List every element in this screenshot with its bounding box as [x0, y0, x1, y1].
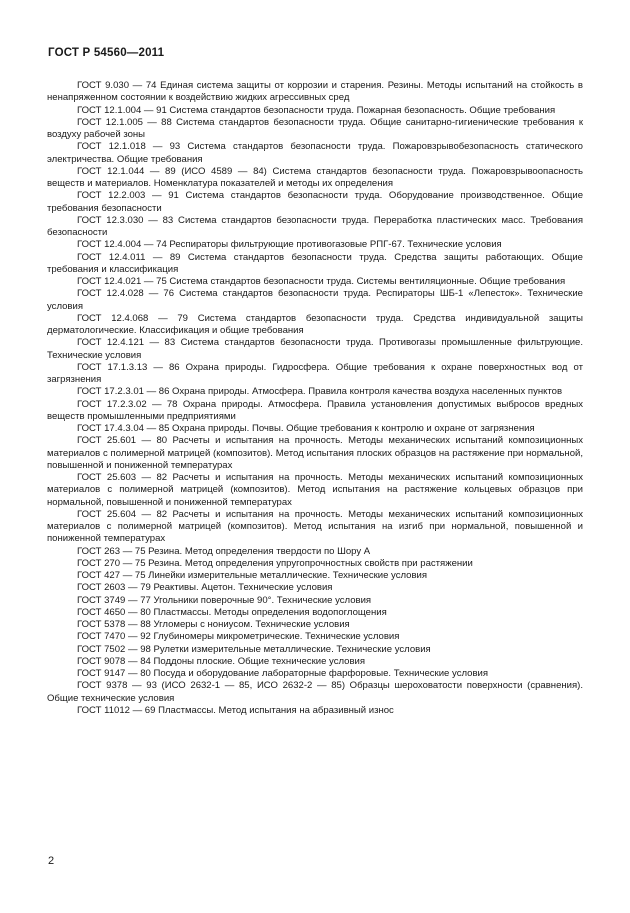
reference-item: ГОСТ 2603 — 79 Реактивы. Ацетон. Технические условия: [77, 582, 333, 594]
reference-item: ГОСТ 17.2.3.01 — 86 Охрана природы. Атмосфера. Правила контроля качества воздуха населенных пунктов: [77, 386, 563, 398]
reference-item: ГОСТ 9147 — 80 Посуда и оборудование лабораторные фарфоровые. Технические условия: [77, 668, 489, 679]
page-number: 2: [48, 855, 55, 867]
reference-item: ГОСТ 3749 — 77 Угольники поверочные 90°. Технические условия: [77, 594, 372, 606]
reference-item: ГОСТ 12.4.004 — 74 Респираторы фильтрующие противогазовые РПГ-67. Технические условия: [77, 239, 502, 251]
reference-item: ГОСТ 12.4.021 — 75 Система стандартов безопасности труда. Системы вентиляционные. Общие требования: [77, 276, 566, 287]
reference-item: ГОСТ 7502 — 98 Рулетки измерительные металлические. Технические условия: [77, 643, 431, 655]
reference-item: ГОСТ 17.4.3.04 — 85 Охрана природы. Почвы. Общие требования к контролю и охране от загрязнения: [77, 423, 535, 434]
reference-item: ГОСТ 12.4.121 — 83 Система стандартов безопасности труда. Противогазы промышленные фильтрующие. Технические условия: [47, 337, 583, 361]
reference-item: ГОСТ 12.1.018 — 93 Система стандартов безопасности труда. Пожаровзрывобезопасность статического электричества. Общие требования: [47, 141, 583, 165]
reference-item: ГОСТ 263 — 75 Резина. Метод определения твердости по Шору А: [77, 545, 371, 557]
reference-item: ГОСТ 25.601 — 80 Расчеты и испытания на прочность. Методы механических испытаний композиционных материалов с полимерной матрицей (композитов). Метод испытания плоских образцов на растяжение при нормальной, повышенной и пониженной температурах: [47, 435, 583, 471]
references-list: [47, 80, 583, 717]
reference-item: ГОСТ 12.1.005 — 88 Система стандартов безопасности труда. Общие санитарно-гигиенические требования к воздуху рабочей зоны: [47, 116, 583, 140]
reference-item: ГОСТ 25.603 — 82 Расчеты и испытания на прочность. Методы механических испытаний композиционных материалов с полимерной матрицей (композитов). Метод испытания на растяжение кольцевых образцов при нормальной, повышенной и пониженной температурах: [47, 472, 583, 508]
reference-item: ГОСТ 4650 — 80 Пластмассы. Методы определения водопоглощения: [77, 606, 387, 618]
reference-item: ГОСТ 9.030 — 74 Единая система защиты от коррозии и старения. Резины. Методы испытаний на стойкость в ненапряженном состоянии к воздействию жидких агрессивных сред: [47, 80, 583, 104]
reference-item: ГОСТ 9078 — 84 Поддоны плоские. Общие технические условия: [77, 655, 366, 667]
reference-item: ГОСТ 12.4.068 — 79 Система стандартов безопасности труда. Средства индивидуальной защиты дерматологические. Классификация и общие требования: [47, 312, 583, 336]
reference-item: ГОСТ 25.604 — 82 Расчеты и испытания на прочность. Методы механических испытаний композиционных материалов с полимерной матрицей (композитов). Метод испытания на изгиб при нормальной, повышенной и пониженной температурах: [47, 508, 583, 545]
reference-item: ГОСТ 17.1.3.13 — 86 Охрана природы. Гидросфера. Общие требования к охране поверхностных вод от загрязнения: [47, 361, 583, 385]
reference-item: ГОСТ 12.2.003 — 91 Система стандартов безопасности труда. Оборудование производственное. Общие требования безопасности: [47, 190, 583, 214]
reference-item: ГОСТ 12.4.011 — 89 Система стандартов безопасности труда. Средства защиты работающих. Общие требования и классификация: [47, 251, 583, 275]
reference-item: ГОСТ 12.1.044 — 89 (ИСО 4589 — 84) Система стандартов безопасности труда. Пожаровзрывоопасность веществ и материалов. Номенклатура показателей и методы их определения: [47, 165, 583, 189]
reference-item: ГОСТ 12.1.004 — 91 Система стандартов безопасности труда. Пожарная безопасность. Общие требования: [77, 104, 556, 116]
reference-item: ГОСТ 427 — 75 Линейки измерительные металлические. Технические условия: [77, 570, 428, 581]
reference-item: ГОСТ 9378 — 93 (ИСО 2632-1 — 85, ИСО 2632-2 — 85) Образцы шероховатости поверхности (сравнения). Общие технические условия: [47, 680, 583, 704]
reference-item: ГОСТ 17.2.3.02 — 78 Охрана природы. Атмосфера. Правила установления допустимых выбросов вредных веществ промышленными предприятиями: [47, 398, 583, 422]
reference-item: ГОСТ 5378 — 88 Угломеры с нониусом. Технические условия: [77, 619, 350, 630]
reference-item: ГОСТ 12.3.030 — 83 Система стандартов безопасности труда. Переработка пластических масс. Требования безопасности: [47, 214, 583, 238]
reference-item: ГОСТ 11012 — 69 Пластмассы. Метод испытания на абразивный износ: [77, 704, 394, 716]
document-header: ГОСТ Р 54560—2011: [48, 47, 165, 59]
reference-item: ГОСТ 12.4.028 — 76 Система стандартов безопасности труда. Респираторы ШБ-1 «Лепесток». Технические условия: [47, 288, 583, 312]
reference-item: ГОСТ 270 — 75 Резина. Метод определения упругопрочностных свойств при растяжении: [77, 557, 473, 569]
reference-item: ГОСТ 7470 — 92 Глубиномеры микрометрические. Технические условия: [77, 631, 400, 643]
